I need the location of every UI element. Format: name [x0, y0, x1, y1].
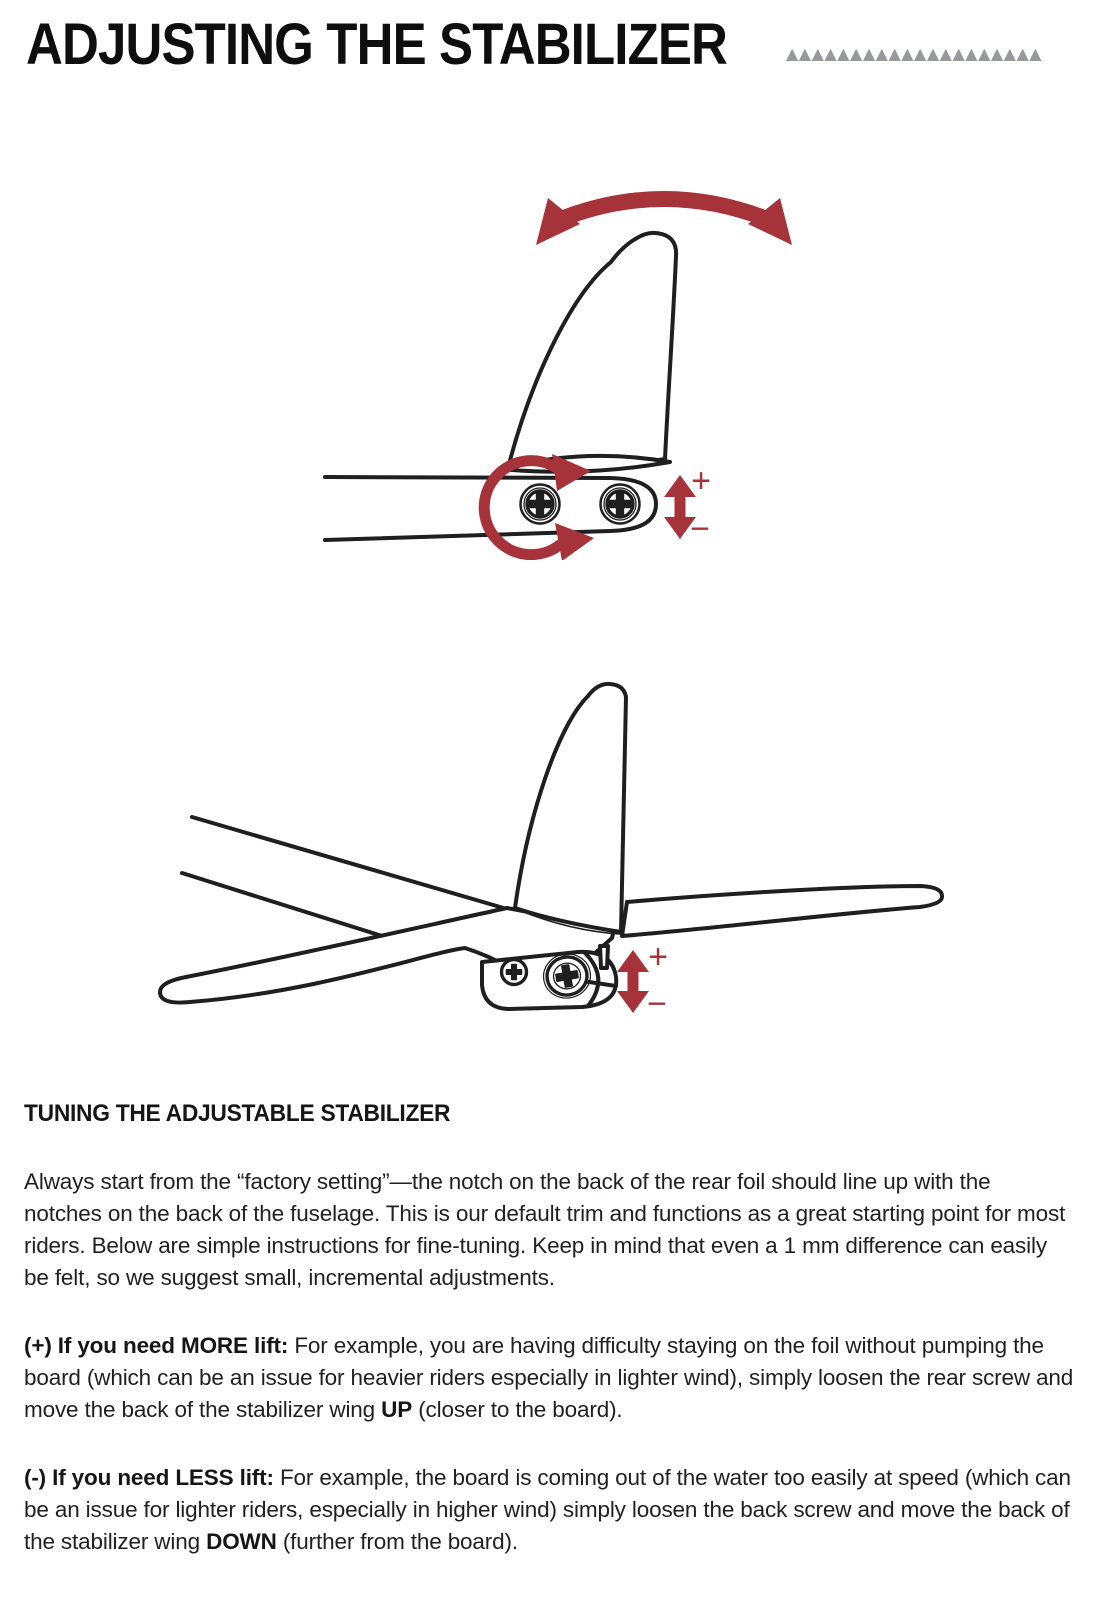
triangle-row-icon: ▲▲▲▲▲▲▲▲▲▲▲▲▲▲▲▲▲▲▲▲ [786, 45, 1043, 63]
rear-screw-icon [601, 485, 640, 524]
minus-label: − [647, 985, 667, 1023]
vertical-adjust-arrow-icon [617, 950, 649, 1013]
section-heading: TUNING THE ADJUSTABLE STABILIZER [24, 1100, 451, 1127]
more-lift-tail: (closer to the board). [412, 1397, 623, 1422]
more-lift-emphasis: UP [381, 1397, 413, 1422]
front-screw-icon [502, 960, 527, 985]
less-lift-tail: (further from the board). [276, 1529, 518, 1554]
stabilizer-wing-right-outline [622, 886, 942, 936]
plus-label: + [648, 938, 668, 976]
less-lift-body: For example, the board is coming out of the water too easily at speed (which can be an issue for lighter riders, especially in higher wind) simply loosen the back screw and move the back of the stabilizer wing [24, 1465, 1071, 1554]
figure-stabilizer-side-view [280, 175, 825, 560]
less-lift-emphasis: DOWN [206, 1529, 277, 1554]
triangle-decoration [786, 45, 1095, 65]
stabilizer-perspective-drawing [130, 630, 980, 1025]
more-lift-paragraph [24, 1330, 1074, 1426]
more-lift-lead: (+) If you need MORE lift: [24, 1333, 289, 1358]
front-screw-icon [521, 485, 560, 524]
fin-outline [515, 684, 626, 932]
stabilizer-side-view-drawing [280, 175, 825, 560]
less-lift-lead: (-) If you need LESS lift: [24, 1465, 274, 1490]
more-lift-body: For example, you are having difficulty staying on the foil without pumping the board (which can be an issue for heavier riders especially in lighter wind), simply loosen the rear screw and move the back of the stabilizer wing [24, 1333, 1074, 1422]
body-copy [24, 1166, 1074, 1594]
figure-stabilizer-perspective-view [130, 630, 980, 1025]
plus-label: + [691, 462, 711, 500]
fin-tab [600, 946, 608, 968]
intro-paragraph [24, 1166, 1074, 1294]
less-lift-paragraph [24, 1462, 1074, 1558]
minus-label: − [690, 510, 710, 548]
intro-text: Always start from the “factory setting”—the notch on the back of the rear foil should line up with the notches on the back of the fuselage. This is our default trim and functions as a great starting point for most riders. Below are simple instructions for fine-tuning. Keep in mind that even a 1 mm difference can easily be felt, so we suggest small, incremental adjustments. [24, 1169, 1066, 1290]
fin-outline [508, 233, 676, 469]
page-title: ADJUSTING THE STABILIZER [26, 12, 728, 77]
